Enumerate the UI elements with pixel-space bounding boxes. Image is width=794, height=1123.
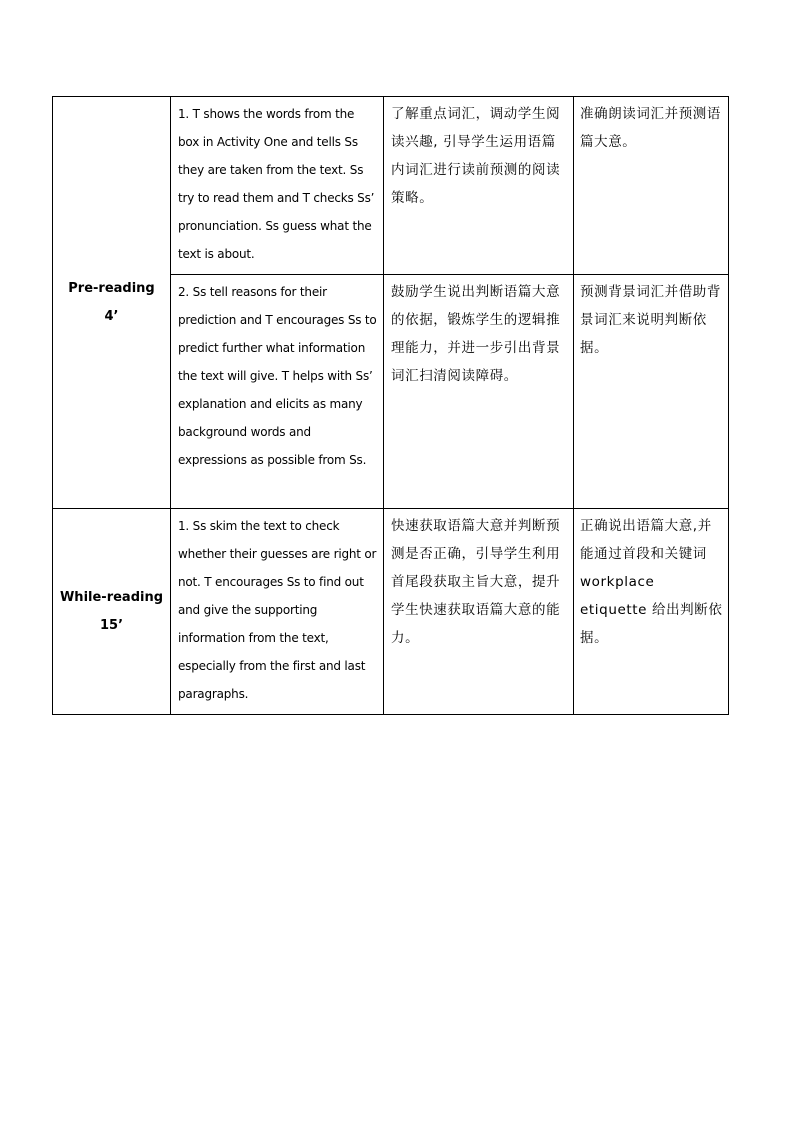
stage-time: 15’ — [99, 617, 124, 633]
stage-name: While-reading — [59, 589, 164, 605]
purpose-cell: 了解重点词汇，调动学生阅读兴趣, 引导学生运用语篇内词汇进行读前预测的阅读策略。 — [384, 97, 574, 275]
activity-cell: 2. Ss tell reasons for their prediction and T encourages Ss to predict further what information the text will give. T helps with Ss’ explanation and elicits as many background words and expressions as possible from Ss. — [171, 275, 384, 509]
stage-name: Pre-reading — [68, 280, 155, 296]
table-row — [53, 509, 729, 715]
stage-time: 4’ — [104, 308, 119, 324]
purpose-cell: 鼓励学生说出判断语篇大意的依据，锻炼学生的逻辑推理能力，并进一步引出背景词汇扫清阅读障碍。 — [384, 275, 574, 509]
outcome-cell: 准确朗读词汇并预测语篇大意。 — [574, 97, 729, 275]
lesson-plan-table — [52, 96, 729, 715]
table-row — [53, 97, 729, 275]
activity-cell: 1. T shows the words from the box in Activity One and tells Ss they are taken from the text. Ss try to read them and T checks Ss’ pronunciation. Ss guess what the text is about. — [171, 97, 384, 275]
activity-cell: 1. Ss skim the text to check whether their guesses are right or not. T encourages Ss to find out and give the supporting information from the text, especially from the first and last paragraphs. — [171, 509, 384, 715]
stage-cell-pre-reading — [53, 97, 171, 509]
stage-cell-while-reading — [53, 509, 171, 715]
outcome-cell: 预测背景词汇并借助背景词汇来说明判断依据。 — [574, 275, 729, 509]
purpose-cell: 快速获取语篇大意并判断预测是否正确，引导学生利用首尾段获取主旨大意，提升学生快速获取语篇大意的能力。 — [384, 509, 574, 715]
outcome-cell: 正确说出语篇大意,并能通过首段和关键词 workplace etiquette 给出判断依据。 — [574, 509, 729, 715]
